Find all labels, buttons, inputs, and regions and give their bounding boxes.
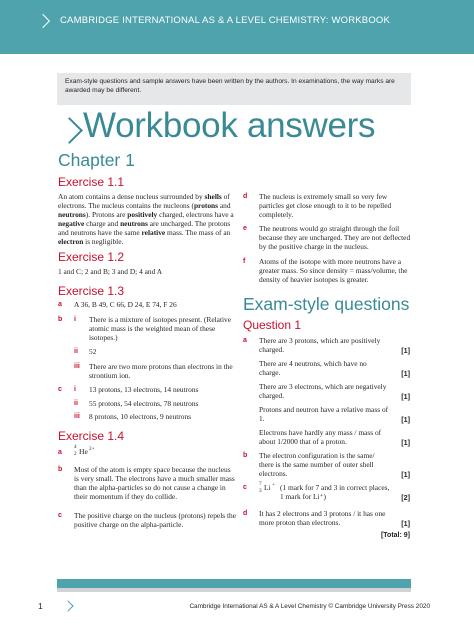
- subpart-label: i: [74, 386, 76, 393]
- part-label: b: [58, 466, 63, 473]
- part-label: f: [243, 258, 246, 265]
- subpart-label: ii: [74, 400, 78, 407]
- exercise-1-2-answer: 1 and C; 2 and B; 3 and D; 4 and A: [58, 267, 163, 276]
- exercise-1-3-b-i: There is a mixture of isotopes present. (Relative atomic mass is the weighted mean of these isotopes.): [89, 315, 232, 343]
- header-bar: [0, 0, 474, 54]
- part-label: c: [58, 386, 62, 393]
- chapter-heading: Chapter 1: [58, 150, 135, 170]
- exercise-1-4-f: Atoms of the isotope with more neutrons have a greater mass. So since density = mass/volume, the density of heavier isotopes is greater.: [259, 257, 408, 285]
- exercise-1-4-d: The nucleus is extremely small so very few particles get close enough to it to be repelled completely.: [259, 192, 392, 220]
- exercise-1-1-answer: An atom contains a dense nucleus surrounded by shells of electrons. The nucleus contains the nucleons (protons and neutrons). Protons are positively charged, electrons have a negative charge and neutrons are uncharged. The protons and neutrons have the same relative mass. The mass of an electron is negligible.: [58, 192, 234, 247]
- helium-ion-notation: 4 2 He 2+: [74, 444, 95, 457]
- exercise-1-4-heading: Exercise 1.4: [58, 429, 125, 443]
- part-label: a: [243, 337, 247, 344]
- footer-divider: [57, 588, 411, 592]
- exercise-1-1-heading: Exercise 1.1: [58, 175, 125, 189]
- exercise-1-3-a: A 36, B 49, C 66, D 24, E 74, F 26: [74, 300, 177, 309]
- exercise-1-3-c-iii: 8 protons, 10 electrons, 9 neutrons: [89, 412, 192, 421]
- exercise-1-2-heading: Exercise 1.2: [58, 250, 125, 264]
- exercise-1-3-c-ii: 55 protons, 54 electrons, 78 neutrons: [89, 399, 199, 408]
- exam-style-heading: Exam-style questions: [243, 294, 410, 314]
- part-label: b: [58, 316, 63, 323]
- question-1-heading: Question 1: [243, 318, 302, 332]
- part-label: c: [243, 484, 247, 491]
- answer-row: 7 3 Li + (1 mark for 7 and 3 in correct places, 1 mark for Li⁺) [2]: [259, 481, 410, 502]
- answer-row: Protons and neutron have a relative mass of 1. [1]: [259, 405, 410, 424]
- footer-bar: [57, 579, 411, 588]
- exercise-1-3-heading: Exercise 1.3: [58, 284, 125, 298]
- part-label: b: [243, 452, 248, 459]
- subpart-label: ii: [74, 348, 78, 355]
- exercise-1-3-b-ii: 52: [89, 347, 97, 356]
- answer-row: It has 2 electrons and 3 protons / it has one more proton than electrons. [1]: [259, 509, 410, 528]
- book-title: CAMBRIDGE INTERNATIONAL AS & A LEVEL CHEMISTRY: WORKBOOK: [60, 15, 391, 26]
- answer-row: There are 3 electrons, which are negatively charged. [1]: [259, 382, 410, 401]
- part-label: d: [243, 193, 248, 200]
- page-title: Workbook answers: [83, 106, 376, 145]
- notice-box: Exam-style questions and sample answers have been written by the authors. In examinations, the way marks are awarded may be different.: [57, 73, 411, 105]
- answer-row: There are 3 protons, which are positively charged. [1]: [259, 336, 410, 355]
- exercise-1-3-b-iii: There are two more protons than electrons in the strontium ion.: [89, 362, 233, 381]
- part-label: a: [58, 301, 62, 308]
- total-marks: [Total: 9]: [380, 532, 410, 539]
- answer-row: The electron configuration is the same/ there is the same number of outer shell electrons. [1]: [259, 451, 410, 479]
- subpart-label: iii: [74, 413, 80, 420]
- exercise-1-4-b: Most of the atom is empty space because the nucleus is very small. The electrons have a much smaller mass than the alpha-particles so do not cause a change in their momentum if they do collide.: [74, 465, 235, 502]
- part-label: c: [58, 512, 62, 519]
- part-label: d: [243, 510, 248, 517]
- copyright: Cambridge International AS & A Level Chemistry © Cambridge University Press 2020: [189, 603, 430, 610]
- chevron-right-icon: [36, 14, 50, 28]
- part-label: e: [243, 225, 247, 232]
- exercise-1-4-e: The neutrons would go straight through the foil because they are uncharged. They are not deflected by the positive charge in the nucleus.: [259, 224, 411, 252]
- page-number: 1: [38, 601, 43, 611]
- answer-row: There are 4 neutrons, which have no charge. [1]: [259, 359, 410, 378]
- subpart-label: i: [74, 316, 76, 323]
- chevron-right-icon: [56, 117, 83, 144]
- chevron-right-icon[interactable]: [62, 600, 73, 611]
- answer-row: Electrons have hardly any mass / mass of about 1/2000 that of a proton. [1]: [259, 428, 410, 447]
- exercise-1-4-c: The positive charge on the nucleus (protons) repels the positive charge on the alpha-particle.: [74, 511, 236, 530]
- subpart-label: iii: [74, 363, 80, 370]
- part-label: a: [58, 449, 62, 456]
- exercise-1-3-c-i: 13 protons, 13 electrons, 14 neutrons: [89, 385, 199, 394]
